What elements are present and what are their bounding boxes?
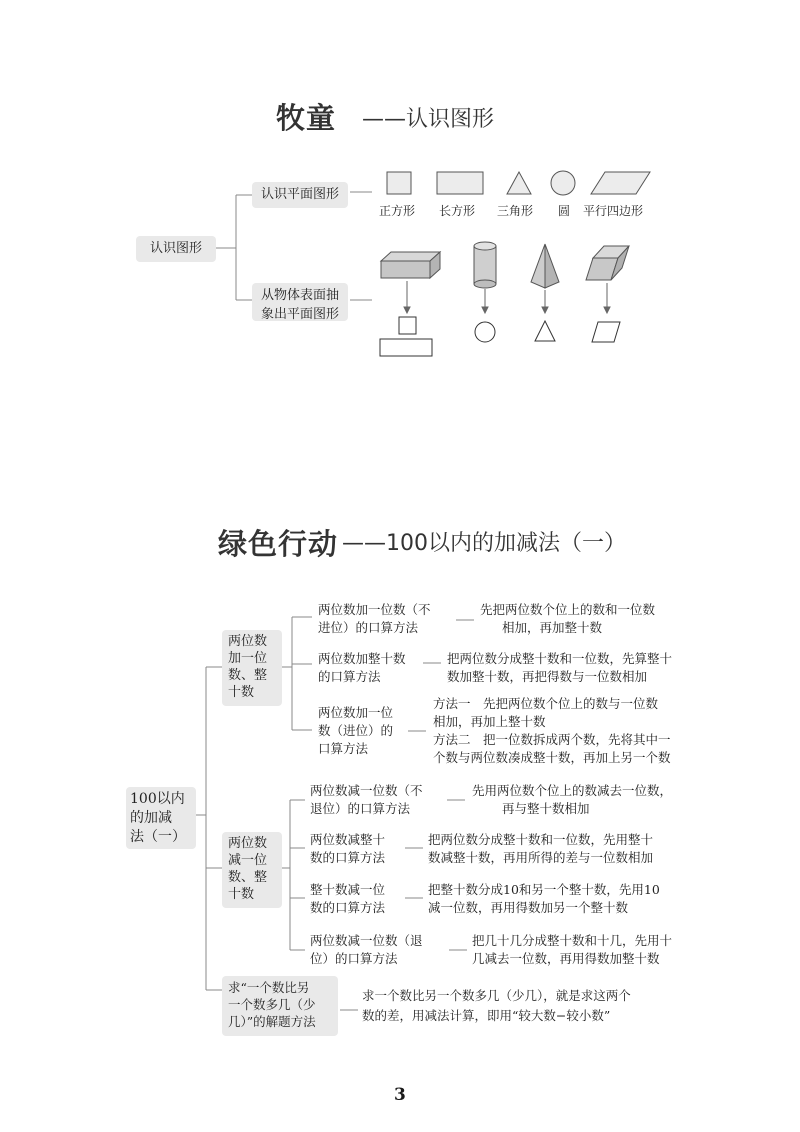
root-line2: 的加减 (130, 810, 172, 826)
sub-item-1-label: 两位数减一位数（不 退位）的口算方法 (310, 783, 423, 816)
add-item-1-label: 两位数加一位数（不 进位）的口算方法 (318, 602, 431, 635)
section1-title-sub: ——认识图形 (362, 107, 495, 132)
section1-title-main: 牧童 (276, 101, 337, 135)
pyramid-icon (531, 244, 545, 288)
group-subtraction-line: 十数 (228, 887, 255, 902)
group-addition-line: 两位数 (228, 634, 268, 649)
group-subtraction-line: 减一位 (228, 853, 268, 868)
node-flat-shapes: 认识平面图形 (252, 182, 348, 208)
group-addition (222, 630, 282, 706)
label-square: 正方形 (379, 204, 416, 218)
section2-title-main: 绿色行动 (218, 527, 339, 561)
projection-arrows (404, 281, 610, 313)
group-subtraction-line: 数、整 (228, 870, 268, 885)
node-abstract-shapes (252, 283, 348, 321)
group-difference-line: 一个数多几（少 (228, 997, 316, 1012)
root-node-addsub (126, 787, 196, 849)
square-icon (387, 172, 411, 194)
node-abstract-line2: 象出平面图形 (260, 307, 339, 322)
sub-item-1-desc: 先用两位数个位上的数减去一位数， 再与整十数相加 (472, 783, 673, 816)
parallelogram-icon (591, 172, 650, 194)
group-addition-line: 十数 (228, 685, 255, 700)
solid-shapes (381, 242, 629, 288)
label-triangle: 三角形 (497, 204, 534, 218)
group-subtraction-line: 两位数 (228, 836, 268, 851)
section2-title-sub: ——100以内的加减法（一） (342, 531, 626, 556)
group-subtraction (222, 832, 282, 908)
label-parallelogram: 平行四边形 (583, 204, 644, 218)
add-item-2-label: 两位数加整十数 的口算方法 (318, 651, 406, 684)
rectangle-icon (437, 172, 483, 194)
sub-item-2-desc: 把两位数分成整十数和一位数，先用整十 数减整十数，再用所得的差与一位数相加 (428, 832, 654, 865)
group-difference-line: 求“一个数比另 (228, 980, 310, 995)
add-item-1-desc: 先把两位数个位上的数和一位数 相加，再加整十数 (480, 602, 656, 635)
sub-item-4-desc: 把几十几分成整十数和十几，先用十 几减去一位数，再用得数加整十数 (472, 933, 673, 966)
group-difference (222, 976, 338, 1036)
difference-desc: 求一个数比另一个数多几（少几），就是求这两个 数的差，用减法计算，即用“较大数−较小数” (362, 988, 631, 1023)
triangle-icon (507, 172, 531, 194)
group-addition-line: 数、整 (228, 668, 268, 683)
sub-item-4-label: 两位数减一位数（退 位）的口算方法 (310, 933, 423, 966)
root-node-shapes: 认识图形 (136, 236, 216, 262)
add-item-2-desc: 把两位数分成整十数和一位数，先算整十 数加整十数，再把得数与一位数相加 (447, 651, 673, 684)
root-line3: 法（一） (130, 829, 186, 845)
sub-item-3-label: 整十数减一位 数的口算方法 (310, 882, 386, 915)
projected-shapes (380, 317, 620, 356)
add-item-3-label: 两位数加一位 数（进位）的 口算方法 (318, 705, 394, 756)
circle-icon (551, 171, 575, 195)
group-addition-line: 加一位 (228, 651, 268, 666)
add-item-3-desc: 方法一 先把两位数个位上的数与一位数 相加，再加上整十数 方法二 把一位数拆成两个数，先将其中一 个数与两位数凑成整十数，再加上另一个数 (433, 696, 671, 765)
sub-item-3-desc: 把整十数分成10和另一个整十数，先用10 减一位数，再用得数加另一个整十数 (428, 882, 660, 915)
label-circle: 圆 (558, 204, 571, 218)
label-rectangle: 长方形 (439, 204, 476, 218)
page-number: 3 (394, 1085, 406, 1105)
sub-item-2-label: 两位数减整十 数的口算方法 (310, 832, 386, 865)
group-difference-line: 几）”的解题方法 (228, 1014, 316, 1029)
node-abstract-line1: 从物体表面抽 (260, 288, 339, 303)
cylinder-icon (474, 246, 496, 284)
root-line1: 100以内 (130, 791, 185, 807)
flat-shapes (387, 171, 650, 195)
